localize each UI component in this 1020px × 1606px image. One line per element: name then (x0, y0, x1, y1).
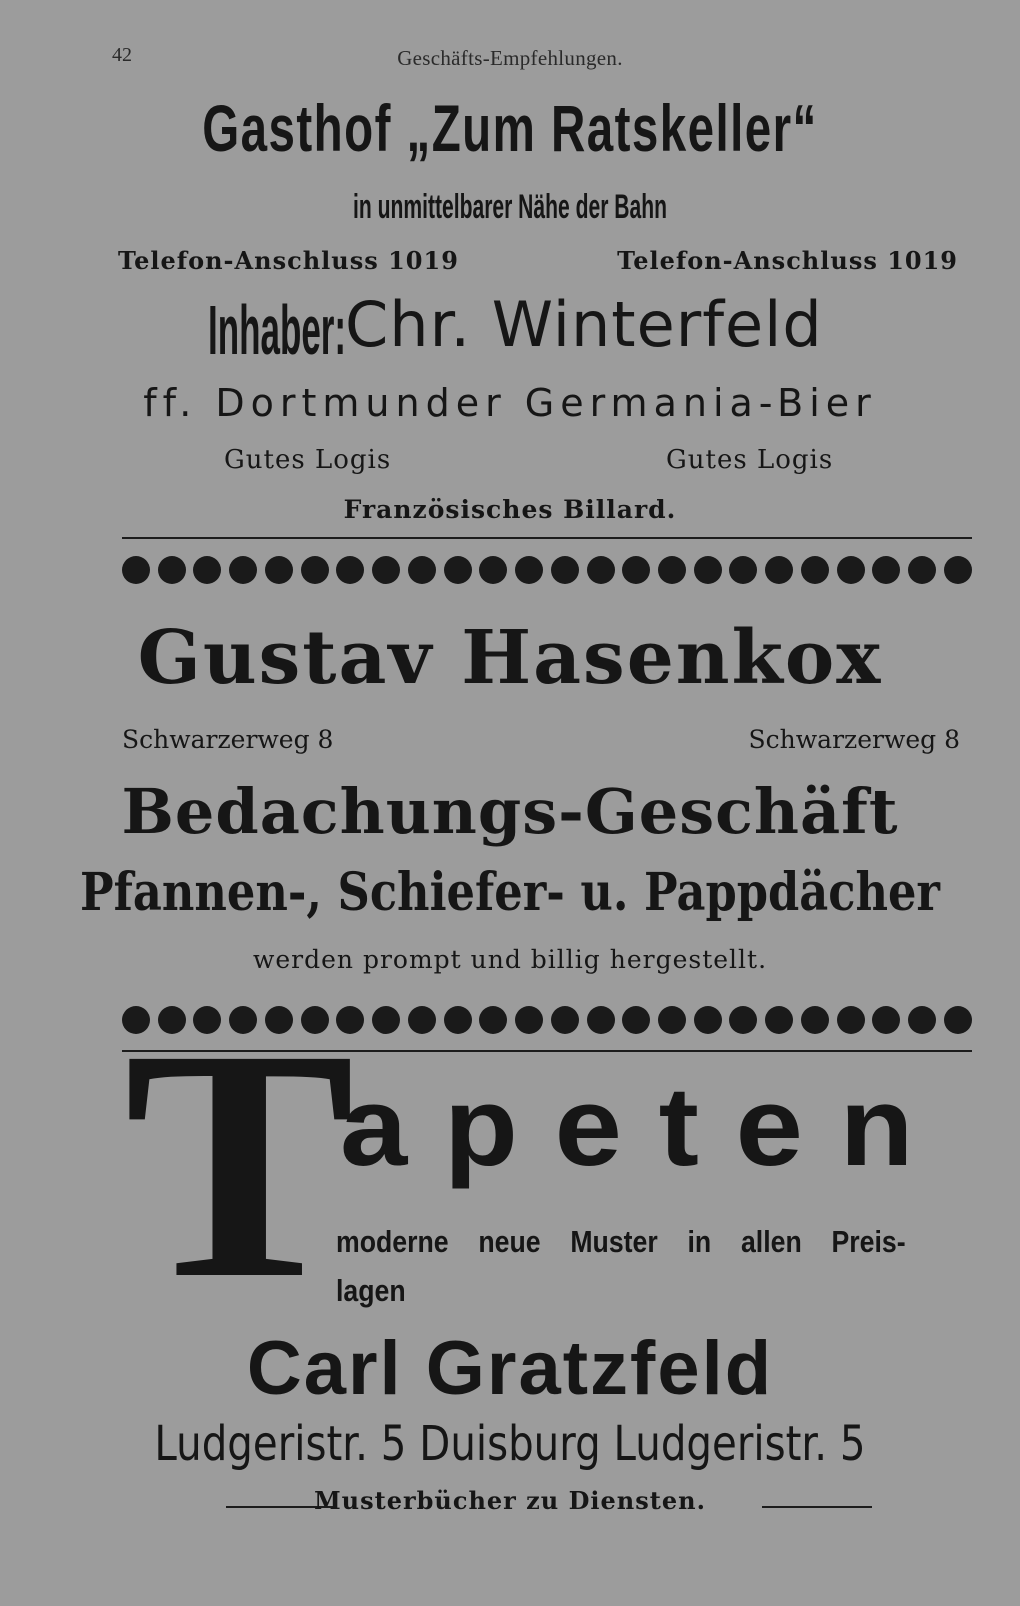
ornament-dot (515, 1006, 543, 1034)
ornament-dot (551, 556, 579, 584)
ornament-dot (372, 556, 400, 584)
business-title: Bedachungs-Geschäft (121, 775, 899, 848)
owner-name: Chr. Winterfeld (345, 288, 823, 361)
dot-border-top (122, 556, 972, 584)
company-name: Carl Gratzfeld (246, 1326, 774, 1411)
ornament-dot (801, 1006, 829, 1034)
divider-rule (122, 537, 972, 539)
ornament-dot (944, 1006, 972, 1034)
ornament-dot (336, 556, 364, 584)
beer-line: ff. Dortmunder Germania-Bier (143, 381, 877, 425)
ornament-dot (801, 556, 829, 584)
ornament-dot (265, 556, 293, 584)
ornament-dot (765, 1006, 793, 1034)
ornament-dot (765, 556, 793, 584)
description-line-2: lagen (336, 1273, 406, 1308)
ornament-dot (372, 1006, 400, 1034)
description-line-1: moderne neue Muster in allen Preis- (336, 1224, 906, 1259)
ornament-dot (908, 1006, 936, 1034)
running-head: Geschäfts-Empfehlungen. (397, 46, 623, 70)
ornament-dot (837, 556, 865, 584)
billiards-line: Französisches Billard. (343, 495, 677, 524)
ornament-dot (694, 1006, 722, 1034)
roof-types: Pfannen-, Schiefer- u. Pappdächer (79, 862, 940, 923)
ornament-dot (158, 556, 186, 584)
company-address: Ludgeristr. 5 Duisburg Ludgeristr. 5 (154, 1416, 866, 1472)
ornament-dot (408, 1006, 436, 1034)
ornament-dot (729, 1006, 757, 1034)
page-number: 42 (112, 44, 132, 66)
ornament-dot (908, 556, 936, 584)
ornament-dot (944, 556, 972, 584)
owner-label: Inhaber: (208, 291, 347, 369)
ornament-dot (622, 1006, 650, 1034)
dash-right (762, 1506, 872, 1508)
ornament-dot (658, 556, 686, 584)
service-line: werden prompt und billig hergestellt. (252, 945, 768, 974)
ornament-dot (479, 1006, 507, 1034)
ornament-dot (587, 1006, 615, 1034)
ornament-dot (837, 1006, 865, 1034)
ornament-dot (479, 556, 507, 584)
ornament-dot (587, 556, 615, 584)
ornament-dot (229, 556, 257, 584)
lodging-right: Gutes Logis (666, 445, 834, 475)
street-left: Schwarzerweg 8 (122, 725, 334, 754)
sample-books-line: Musterbücher zu Diensten. (314, 1486, 706, 1515)
tapeten-heading: apeten (340, 1064, 951, 1189)
ornament-dot (444, 1006, 472, 1034)
ornament-dot (694, 556, 722, 584)
ornament-dot (872, 1006, 900, 1034)
lodging-left: Gutes Logis (224, 445, 392, 475)
ornament-dot (622, 556, 650, 584)
ornament-dot (444, 556, 472, 584)
ornament-dot (872, 556, 900, 584)
ornament-dot (729, 556, 757, 584)
ornament-dot (658, 1006, 686, 1034)
ratskeller-subtitle: in unmittelbarer Nähe der Bahn (353, 188, 667, 226)
ornament-dot (122, 556, 150, 584)
ornament-dot (551, 1006, 579, 1034)
phone-right: Telefon-Anschluss 1019 (617, 246, 958, 275)
ornament-dot (515, 556, 543, 584)
hasenkox-name: Gustav Hasenkox (137, 615, 883, 701)
ratskeller-title: Gasthof „Zum Ratskeller“ (202, 91, 818, 165)
ornament-dot (193, 556, 221, 584)
ornament-dot (408, 556, 436, 584)
street-right: Schwarzerweg 8 (748, 725, 960, 754)
drop-cap-t: T (124, 982, 356, 1347)
ornament-dot (301, 556, 329, 584)
phone-left: Telefon-Anschluss 1019 (118, 246, 459, 275)
